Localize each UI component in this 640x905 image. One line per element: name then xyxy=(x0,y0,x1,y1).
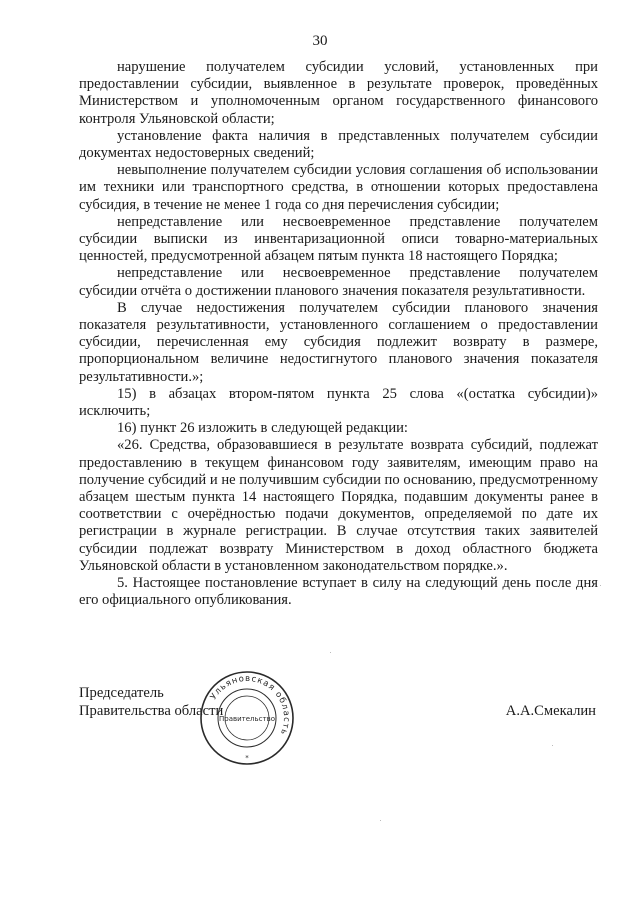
paragraph: 5. Настоящее постановление вступает в силу на следующий день после дня его официального опубликования. xyxy=(79,575,598,609)
page-number: 30 xyxy=(312,33,328,49)
signature-block xyxy=(79,673,598,764)
signatory-title-line-2: Правительства области xyxy=(79,703,224,719)
scan-speck xyxy=(330,652,331,653)
paragraph: установление факта наличия в представленных получателем субсидии документах недостоверных сведений; xyxy=(79,127,598,162)
paragraph: В случае недостижения получателем субсидии планового значения показателя результативности, установленного соглашением о предоставлении субсидии, перечисленная ему субсидия подлежит возврату в размере, пропорциональном величине недостигнутого планового значения показателя результативности.»; xyxy=(79,299,598,385)
paragraph: 15) в абзацах втором-пятом пункта 25 слова «(остатка субсидии)» исключить; xyxy=(79,385,598,420)
paragraph: невыполнение получателем субсидии условия соглашения об использовании им техники или транспортного средства, в отношении которых предоставлена субсидия, в течение не менее 1 года со дня перечисления субсидии; xyxy=(79,162,598,213)
svg-text:*: * xyxy=(245,754,249,762)
seal-center-text: Правительство xyxy=(219,715,275,723)
scan-speck xyxy=(380,820,381,821)
paragraph: непредставление или несвоевременное представление получателем субсидии выписки из инвентаризационной описи товарно-материальных ценностей, предусмотренной абзацем пятым пункта 18 настоящего Порядка; xyxy=(79,213,598,265)
official-seal-icon xyxy=(197,668,297,768)
seal-ring-text: Ульяновская область xyxy=(208,673,292,737)
signatory-title-line-1: Председатель xyxy=(79,685,164,701)
scan-speck xyxy=(600,585,601,586)
paragraph: непредставление или несвоевременное представление получателем субсидии отчёта о достижении планового значения показателя результативности. xyxy=(79,265,598,299)
document-body xyxy=(79,59,598,610)
scan-speck xyxy=(552,745,553,746)
signatory-name: А.А.Смекалин xyxy=(505,703,596,719)
paragraph: «26. Средства, образовавшиеся в результате возврата субсидий, подлежат предоставлению в текущем финансовом году заявителям, имеющим право на получение субсидий и не получившим субсидии по основанию, предусмотренному абзацем шестым пункта 14 настоящего Порядка, подавшим документы ранее в соответствии с очерёдностью подачи документов, определяемой по дате их регистрации в журнале регистрации. В случае отсутствия таких заявителей субсидии подлежат возврату Министерством в доход областного бюджета Ульяновской области в установленном законодательством порядке.». xyxy=(79,437,598,574)
paragraph: нарушение получателем субсидии условий, установленных при предоставлении субсидии, выявленное в результате проверок, проведённых Министерством и уполномоченным органом государственного финансового контроля Ульяновской области; xyxy=(79,59,598,127)
paragraph: 16) пункт 26 изложить в следующей редакции: xyxy=(117,420,408,437)
